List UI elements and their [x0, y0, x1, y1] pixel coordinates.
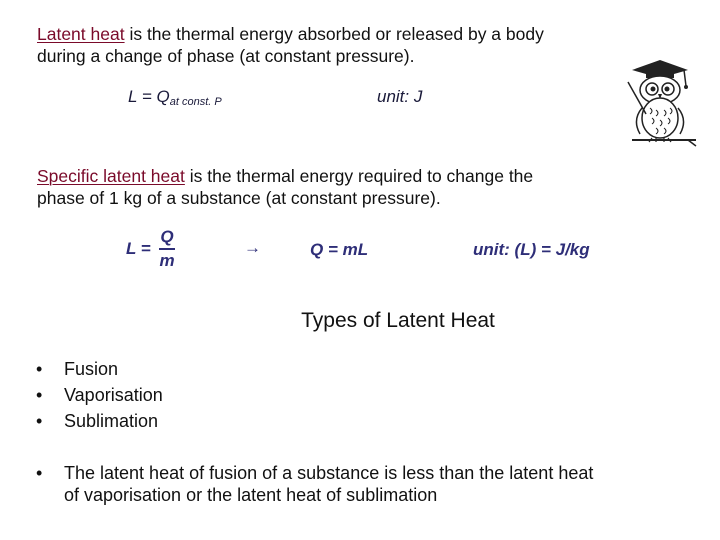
- owl-graduate-icon: [622, 56, 700, 148]
- fraction-numerator: Q: [160, 227, 174, 246]
- formula-lhs: L =: [126, 239, 151, 258]
- definition-line-1: [37, 23, 637, 45]
- arrow-icon: →: [244, 238, 261, 257]
- definition-text: is the thermal energy required to change the: [184, 166, 534, 186]
- list-item: [36, 462, 686, 506]
- latent-heat-formula: [128, 87, 222, 108]
- fraction-bar: [159, 248, 174, 250]
- specific-latent-heat-definition: [37, 165, 637, 209]
- types-heading: Types of Latent Heat: [301, 309, 495, 332]
- fraction: [159, 228, 174, 270]
- definition-text: is the thermal energy absorbed or released by a body: [124, 24, 544, 44]
- fraction-denominator: m: [159, 251, 175, 270]
- definition-line-1: [37, 165, 637, 187]
- formula-result: Q = mL: [310, 240, 369, 259]
- formula-lhs: L = Q: [128, 87, 170, 106]
- formula-subscript: at const. P: [169, 96, 222, 108]
- note-list: [36, 462, 686, 506]
- types-list: [36, 356, 163, 434]
- term-latent-heat: Latent heat: [37, 24, 125, 44]
- note-line-1: • The latent heat of fusion of a substance is less than the latent heat: [64, 463, 594, 483]
- list-item: • Vaporisation: [36, 382, 163, 408]
- latent-heat-unit: unit: J: [377, 87, 423, 106]
- definition-line-2: phase of 1 kg of a substance (at constant pressure).: [37, 188, 441, 208]
- list-item: • Fusion: [36, 356, 163, 382]
- specific-latent-heat-formula: [126, 228, 175, 270]
- note-line-2: of vaporisation or the latent heat of sublimation: [64, 485, 438, 505]
- specific-latent-heat-unit: unit: (L) = J/kg: [473, 240, 590, 259]
- list-item: • Sublimation: [36, 408, 163, 434]
- definition-line-2: during a change of phase (at constant pressure).: [37, 46, 415, 66]
- term-specific-latent-heat: Specific latent heat: [37, 166, 185, 186]
- latent-heat-definition: [37, 23, 637, 67]
